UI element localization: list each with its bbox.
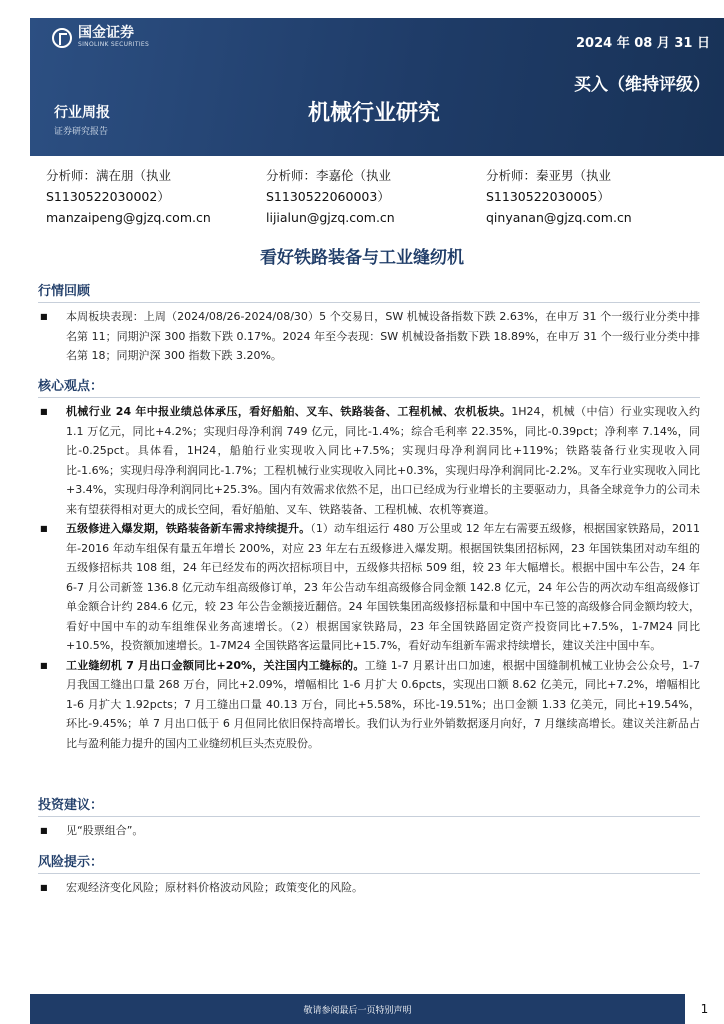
item-text: 宏观经济变化风险；原材料价格波动风险；政策变化的风险。 [66, 881, 363, 894]
analyst-email[interactable]: manzaipeng@gjzq.com.cn [46, 210, 211, 225]
list-item [38, 878, 700, 898]
report-type: 行业周报 [54, 105, 110, 121]
square-bullet-icon: ■ [40, 826, 48, 835]
list-item [38, 519, 700, 656]
section-title: 风险提示： [38, 855, 104, 870]
section-core-views [38, 378, 700, 753]
list-item [38, 821, 700, 841]
section-title: 核心观点： [38, 379, 104, 394]
section-divider [38, 816, 700, 817]
analyst-license: S1130522030002） [46, 189, 170, 204]
sinolink-logo-icon [52, 28, 72, 48]
item-text: 本周板块表现：上周（2024/08/26-2024/08/30）5 个交易日，SW 机械设备指数下跌 2.63%，在申万 31 个一级行业分类中排名第 11；同期沪深 300 指数下跌 0.17%。2024 年至今表现：SW 机械设备指数下跌 18.89%，在申万 31 个一级行业分类中排名第 18；同期沪深 300 指数下跌 3.20%。 [66, 310, 700, 362]
section-divider [38, 302, 700, 303]
report-headline: 看好铁路装备与工业缝纫机 [260, 248, 464, 268]
analyst-card [266, 165, 486, 228]
item-text: 五级修进入爆发期，铁路装备新车需求持续提升。（1）动车组运行 480 万公里或 12 年左右需要五级修，根据国家铁路局，2011 年-2016 年动车组保有量五年增长 200%，对应 23 年左右五级修进入爆发期。根据国铁集团招标网，23 年国铁集团对动车组的五级修招标共 108 组，24 年已经发布的两次招标项目中，五级修共招标 509 组，较 23 年大幅增长。根据中国中车公告，24 年 6-7 月公司新签 136.8 亿元动车组高级修订单，23 年公告动车组高级修合同金额 142.8 亿元，24 年公告的两次动车组高级修订单金额合计约 284.6 亿元，较 23 年公告金额接近翻倍。24 年国铁集团高级修招标量和中国中车已签的高级修合同金额均较大，看好中国中车的动车组维保业务高速增长。（2）根据国家铁路局，23 年全国铁路固定资产投资同比+7.5%，1-7M24 同比+10.5%，投资额加速增长。1-7M24 全国铁路客运量同比+15.7%，看好动车组新车需求持续增长，建议关注中国中车。 [66, 522, 700, 652]
square-bullet-icon: ■ [40, 524, 48, 533]
logo-name-cn: 国金证券 [78, 25, 134, 41]
analyst-list [46, 165, 706, 228]
list-item [38, 307, 700, 366]
page-number: 1 [700, 1002, 709, 1016]
analyst-name: 分析师：秦亚男（执业 [486, 168, 612, 183]
company-logo [52, 26, 149, 49]
item-text: 工业缝纫机 7 月出口金额同比+20%，关注国内工缝标的。工缝 1-7 月累计出口加速，根据中国缝制机械工业协会公众号，1-7 月我国工缝出口量 268 万台，同比+2.09%，增幅相比 1-6 月扩大 0.6pcts，实现出口额 8.62 亿美元，同比+7.2%，增幅相比 1-6 月扩大 1.92pcts；7 月工缝出口量 40.13 万台，同比+5.58%，环比-19.51%；出口金额 1.33 亿美元，同比+19.54%，环比-9.45%；单 7 月出口低于 6 月但同比依旧保持高增长。我们认为行业外销数据逐月向好，7 月继续高增长。建议关注新品占比与盈利能力提升的国内工业缝纫机巨头杰克股份。 [66, 658, 700, 750]
square-bullet-icon: ■ [40, 660, 48, 670]
section-title: 行情回顾 [38, 284, 91, 299]
item-text: 机械行业 24 年中报业绩总体承压，看好船舶、叉车、铁路装备、工程机械、农机板块。1H24，机械（中信）行业实现收入约 1.1 万亿元，同比+4.2%；实现归母净利润 749 亿元，同比-1.4%；综合毛利率 22.35%，同比-0.39pct；净利率 7.14%，同比-0.25pct。具体看，1H24，船舶行业实现收入同比+7.5%；实现归母净利润同比+119%；铁路装备行业实现收入同比-1.6%；实现归母净利润同比-1.7%；工程机械行业实现收入同比+0.3%，实现归母净利润同比-2.2%。叉车行业实现收入同比+3.4%，实现归母净利润同比+25.3%。国内有效需求依然不足，出口已经成为行业增长的主要驱动力，具备全球竞争力的公司未来有望获得相对更大的成长空间，看好船舶、叉车、铁路装备、工程机械、农机等赛道。 [66, 405, 700, 516]
section-divider [38, 873, 700, 874]
section-title: 投资建议： [38, 798, 104, 813]
analyst-email[interactable]: lijialun@gjzq.com.cn [266, 210, 395, 225]
list-item [38, 656, 700, 754]
square-bullet-icon: ■ [40, 883, 48, 892]
section-market-review [38, 283, 700, 366]
report-title: 机械行业研究 [308, 101, 441, 126]
analyst-card [486, 165, 706, 228]
logo-name-en: SINOLINK SECURITIES [78, 41, 150, 48]
analyst-name: 分析师：满在朋（执业 [46, 168, 172, 183]
item-text: 见“股票组合”。 [66, 824, 144, 837]
section-risk-warning [38, 854, 700, 898]
analyst-license: S1130522030005） [486, 189, 610, 204]
report-header [30, 18, 724, 156]
analyst-license: S1130522060003） [266, 189, 390, 204]
report-subtype: 证券研究报告 [54, 127, 109, 137]
list-item [38, 402, 700, 519]
report-date: 2024 年 08 月 31 日 [576, 36, 710, 51]
section-investment-advice [38, 797, 700, 841]
section-divider [38, 397, 700, 398]
analyst-card [46, 165, 266, 228]
square-bullet-icon: ■ [40, 312, 48, 321]
analyst-name: 分析师：李嘉伦（执业 [266, 168, 392, 183]
footer-disclaimer[interactable]: 敬请参阅最后一页特别声明 [30, 994, 685, 1024]
rating-label: 买入（维持评级） [574, 75, 710, 95]
analyst-email[interactable]: qinyanan@gjzq.com.cn [486, 210, 632, 225]
square-bullet-icon: ■ [40, 407, 48, 416]
